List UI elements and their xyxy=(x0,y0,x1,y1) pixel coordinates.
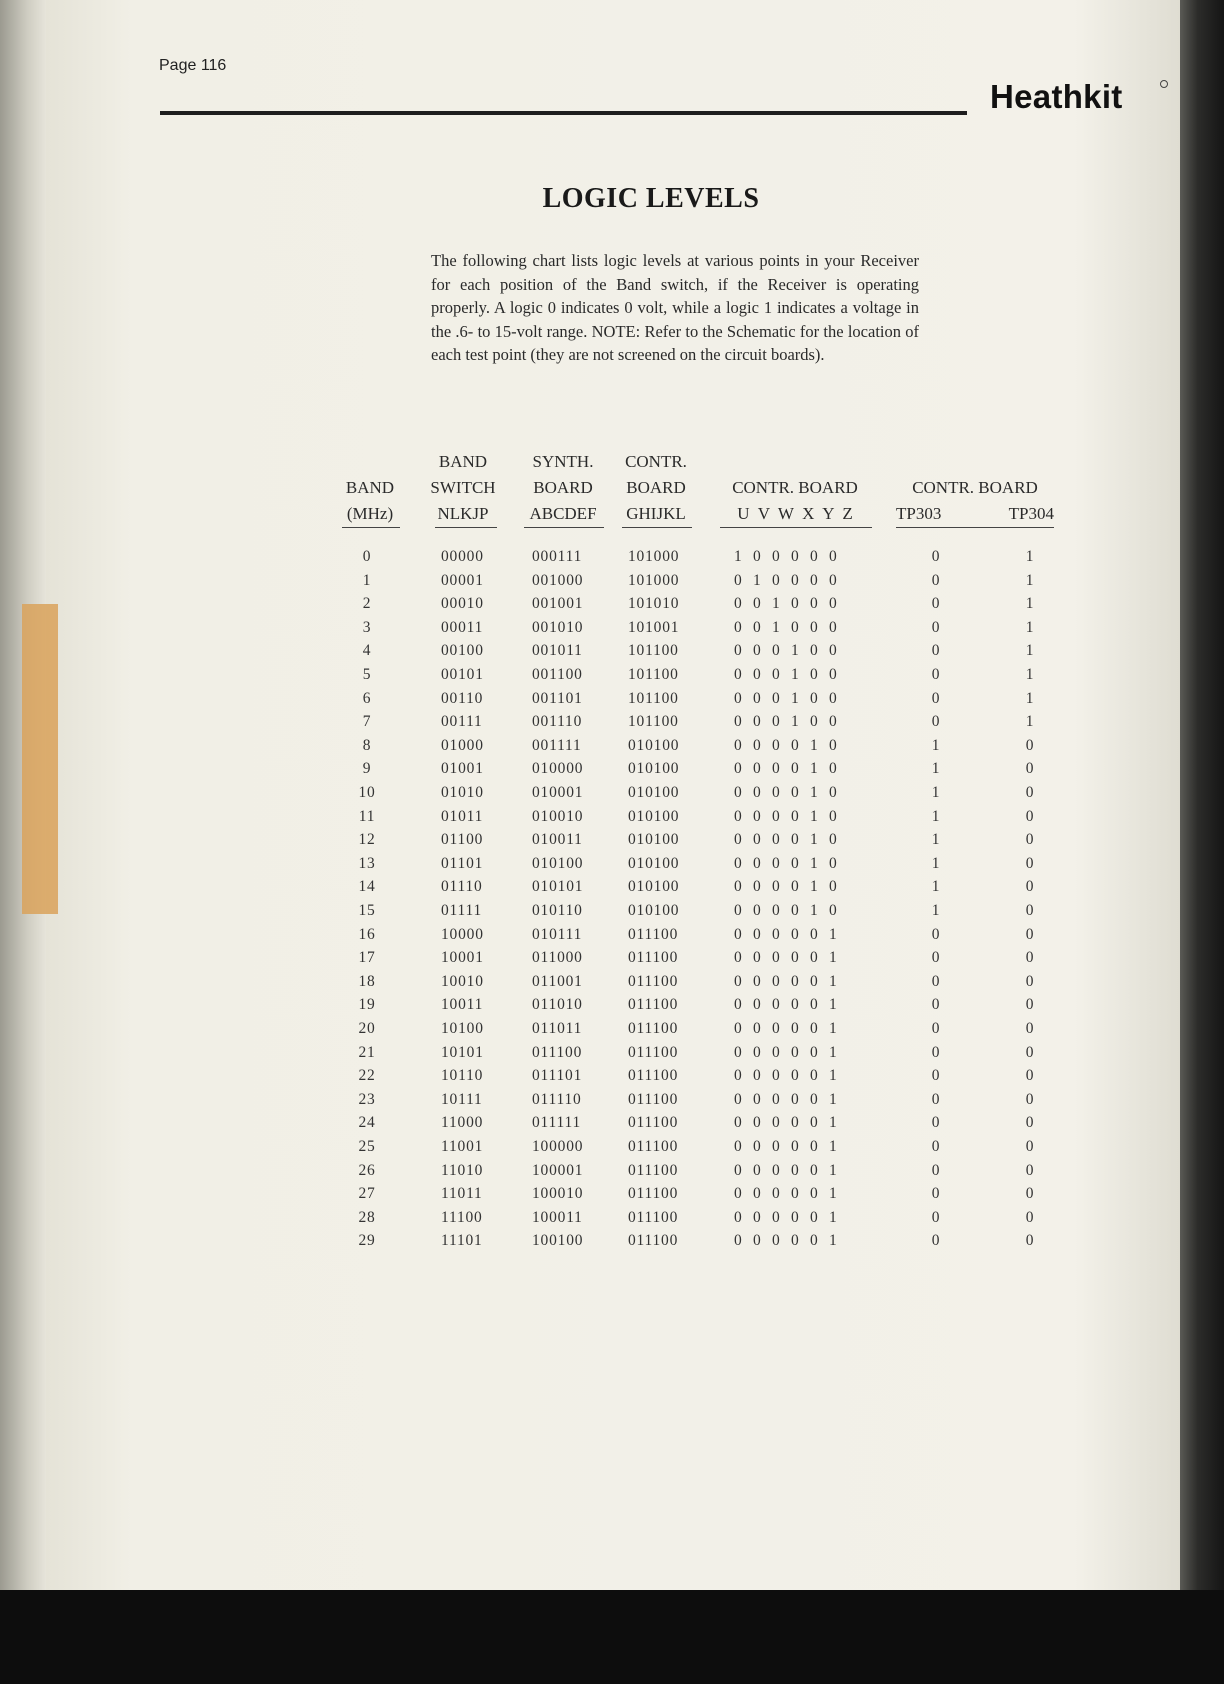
cell-uvw: 0 0 0 0 0 1 xyxy=(734,1020,837,1037)
cell-tp304: 1 xyxy=(1025,571,1035,589)
cell-uvw: 0 0 0 0 1 0 xyxy=(734,807,837,825)
cell-contr: 101100 xyxy=(628,642,679,660)
underline-synth xyxy=(524,527,604,528)
cell-sw: 10000 xyxy=(441,925,484,943)
cell-tp304: 0 xyxy=(1025,1232,1035,1250)
cell-sw: 00001 xyxy=(441,571,484,589)
cell-sw: 00000 xyxy=(441,548,484,565)
cell-band: 19 xyxy=(358,996,376,1014)
cell-contr: 011100 xyxy=(628,1090,679,1108)
cell-contr: 010100 xyxy=(628,831,680,849)
cell-synth: 010101 xyxy=(532,878,584,896)
cell-tp304: 1 xyxy=(1025,713,1035,731)
cell-tp304: 0 xyxy=(1025,1138,1035,1155)
cell-uvw: 0 0 0 0 1 0 xyxy=(734,784,837,801)
cell-synth: 001111 xyxy=(532,736,582,754)
cell-synth: 010110 xyxy=(532,902,583,919)
cell-synth: 001011 xyxy=(532,642,583,660)
cell-tp304: 0 xyxy=(1025,878,1035,896)
cell-tp303: 0 xyxy=(931,1020,941,1037)
page-title: LOGIC LEVELS xyxy=(542,183,760,214)
cell-uvw: 0 0 0 0 1 0 xyxy=(734,760,837,778)
cell-uvw: 0 0 0 0 0 1 xyxy=(734,925,837,943)
cell-tp303: 1 xyxy=(931,784,941,801)
cell-uvw: 1 0 0 0 0 0 xyxy=(734,548,837,565)
cell-sw: 00101 xyxy=(441,666,484,683)
cell-contr: 010100 xyxy=(628,878,680,896)
cell-tp304: 0 xyxy=(1025,760,1035,778)
cell-sw: 00100 xyxy=(441,642,484,660)
cell-band: 16 xyxy=(358,925,376,943)
cell-sw: 01010 xyxy=(441,784,484,801)
cell-sw: 01110 xyxy=(441,878,483,896)
cell-band: 14 xyxy=(358,878,376,896)
cell-tp303: 0 xyxy=(931,925,941,943)
cell-synth: 010000 xyxy=(532,760,584,778)
cell-sw: 01011 xyxy=(441,807,484,825)
cell-synth: 001000 xyxy=(532,571,584,589)
cell-tp304: 1 xyxy=(1025,595,1035,613)
cell-contr: 011100 xyxy=(628,949,679,967)
cell-tp303: 0 xyxy=(931,713,941,731)
cell-tp303: 0 xyxy=(931,1185,941,1203)
cell-tp304: 0 xyxy=(1025,949,1035,967)
cell-tp303: 0 xyxy=(931,1232,941,1250)
cell-synth: 010100 xyxy=(532,854,584,872)
cell-synth: 100010 xyxy=(532,1185,584,1203)
cell-synth: 100011 xyxy=(532,1208,583,1226)
cell-synth: 010011 xyxy=(532,831,583,849)
cell-sw: 10100 xyxy=(441,1020,484,1037)
cell-tp303: 0 xyxy=(931,1138,941,1155)
cell-synth: 011110 xyxy=(532,1090,582,1108)
cell-contr: 011100 xyxy=(628,1208,679,1226)
cell-synth: 000111 xyxy=(532,548,583,565)
cell-tp303: 0 xyxy=(931,666,941,683)
cell-tp304: 0 xyxy=(1025,925,1035,943)
intro-paragraph: The following chart lists logic levels at various points in your Receiver for each position of the Band switch, if the Receiver is operating properly. A logic 0 indicates 0 volt, while a logic 1 indicates a voltage in the .6- to 15-volt range. NOTE: Refer to the Schematic for the location of each test point (they are not screened on the circuit boards). xyxy=(431,251,919,364)
cell-band: 7 xyxy=(362,713,372,731)
cell-band: 23 xyxy=(358,1090,376,1108)
cell-sw: 10111 xyxy=(441,1090,483,1108)
cell-tp303: 0 xyxy=(931,996,941,1014)
cell-sw: 00111 xyxy=(441,713,483,731)
cell-band: 29 xyxy=(358,1232,376,1250)
cell-uvw: 0 0 0 0 0 1 xyxy=(734,949,837,967)
cell-tp304: 0 xyxy=(1025,1043,1035,1061)
cell-tp303: 0 xyxy=(931,972,941,990)
cell-band: 0 xyxy=(362,548,372,565)
cell-uvw: 0 0 0 0 1 0 xyxy=(734,736,837,754)
cell-uvw: 0 0 0 0 1 0 xyxy=(734,854,837,872)
cell-tp303: 1 xyxy=(931,854,941,872)
cell-tp304: 0 xyxy=(1025,1067,1035,1085)
cell-tp304: 1 xyxy=(1025,618,1035,636)
cell-contr: 101001 xyxy=(628,618,680,636)
cell-contr: 101000 xyxy=(628,548,680,565)
cell-uvw: 0 0 0 0 0 1 xyxy=(734,1208,837,1226)
cell-contr: 011100 xyxy=(628,1138,679,1155)
cell-uvw: 0 0 0 0 1 0 xyxy=(734,902,837,919)
cell-tp303: 0 xyxy=(931,618,941,636)
cell-band: 1 xyxy=(362,571,372,589)
cell-sw: 00010 xyxy=(441,595,484,613)
cell-uvw: 0 0 0 0 0 1 xyxy=(734,996,837,1014)
cell-tp304: 1 xyxy=(1025,689,1035,707)
cell-tp303: 0 xyxy=(931,1161,941,1179)
cell-tp303: 1 xyxy=(931,902,941,919)
cell-synth: 011100 xyxy=(532,1043,583,1061)
cell-band: 13 xyxy=(358,854,376,872)
cell-band: 17 xyxy=(358,949,376,967)
header-contr: CONTR. BOARD GHIJKL xyxy=(625,452,687,523)
cell-contr: 010100 xyxy=(628,902,680,919)
cell-band: 6 xyxy=(362,689,372,707)
underline-switch xyxy=(435,527,497,528)
cell-tp303: 0 xyxy=(931,548,941,565)
cell-tp303: 1 xyxy=(931,878,941,896)
cell-band: 26 xyxy=(358,1161,376,1179)
cell-tp303: 1 xyxy=(931,760,941,778)
cell-sw: 10101 xyxy=(441,1043,484,1061)
cell-band: 10 xyxy=(358,784,376,801)
cell-sw: 00011 xyxy=(441,618,484,636)
cell-contr: 101100 xyxy=(628,689,679,707)
cell-tp304: 0 xyxy=(1025,1090,1035,1108)
cell-contr: 010100 xyxy=(628,807,680,825)
cell-tp303: 1 xyxy=(931,807,941,825)
cell-sw: 11011 xyxy=(441,1185,483,1203)
cell-uvw: 0 0 0 1 0 0 xyxy=(734,713,837,731)
underline-tp xyxy=(896,527,1054,528)
cell-band: 28 xyxy=(358,1208,376,1226)
header-synth: SYNTH. BOARD ABCDEF xyxy=(529,452,597,523)
cell-contr: 011100 xyxy=(628,1067,679,1085)
cell-tp303: 1 xyxy=(931,831,941,849)
cell-synth: 011111 xyxy=(532,1114,581,1132)
cell-synth: 011001 xyxy=(532,972,583,990)
cell-contr: 011100 xyxy=(628,1232,679,1250)
cell-tp304: 0 xyxy=(1025,1114,1035,1132)
cell-sw: 01100 xyxy=(441,831,484,849)
cell-tp304: 0 xyxy=(1025,1185,1035,1203)
cell-contr: 011100 xyxy=(628,1043,679,1061)
page-number: Page 116 xyxy=(159,57,227,74)
cell-tp303: 0 xyxy=(931,949,941,967)
cell-band: 9 xyxy=(362,760,372,778)
underline-band xyxy=(342,527,400,528)
cell-sw: 10001 xyxy=(441,949,484,967)
header-band: BAND (MHz) xyxy=(345,478,395,523)
cell-tp303: 0 xyxy=(931,571,941,589)
cell-tp303: 0 xyxy=(931,642,941,660)
cell-tp304: 0 xyxy=(1025,1208,1035,1226)
cell-uvw: 0 0 0 0 0 1 xyxy=(734,1138,837,1155)
cell-band: 5 xyxy=(362,666,372,683)
cell-tp304: 0 xyxy=(1025,807,1035,825)
cell-contr: 011100 xyxy=(628,972,679,990)
underline-contr xyxy=(622,527,692,528)
cell-synth: 010010 xyxy=(532,807,584,825)
header-tp: CONTR. BOARD TP303 TP304 xyxy=(896,478,1054,523)
cell-sw: 11101 xyxy=(441,1232,483,1250)
cell-tp304: 0 xyxy=(1025,972,1035,990)
cell-tp303: 0 xyxy=(931,1208,941,1226)
cell-contr: 011100 xyxy=(628,1114,679,1132)
cell-sw: 01111 xyxy=(441,902,483,919)
cell-tp304: 1 xyxy=(1025,548,1035,565)
cell-band: 3 xyxy=(362,618,372,636)
cell-contr: 101100 xyxy=(628,666,679,683)
cell-tp304: 0 xyxy=(1025,784,1035,801)
cell-band: 25 xyxy=(358,1138,376,1155)
cell-uvw: 0 0 0 0 0 1 xyxy=(734,1185,837,1203)
cell-band: 24 xyxy=(358,1114,376,1132)
header-uvwxyz: CONTR. BOARD U V W X Y Z xyxy=(732,478,858,523)
cell-contr: 101010 xyxy=(628,595,680,613)
cell-contr: 011100 xyxy=(628,925,679,943)
cell-band: 21 xyxy=(358,1043,376,1061)
cell-uvw: 0 0 0 1 0 0 xyxy=(734,689,837,707)
cell-tp304: 0 xyxy=(1025,902,1035,919)
cell-synth: 001100 xyxy=(532,666,583,683)
cell-sw: 10010 xyxy=(441,972,484,990)
cell-uvw: 0 0 0 0 0 1 xyxy=(734,1090,837,1108)
cell-synth: 010001 xyxy=(532,784,584,801)
cell-synth: 001001 xyxy=(532,595,584,613)
cell-contr: 101000 xyxy=(628,571,680,589)
cell-synth: 001110 xyxy=(532,713,583,731)
cell-tp304: 1 xyxy=(1025,642,1035,660)
brand-logo: Heathkit xyxy=(990,78,1123,115)
cell-contr: 011100 xyxy=(628,996,679,1014)
cell-uvw: 0 0 0 1 0 0 xyxy=(734,666,837,683)
cell-uvw: 0 0 0 0 0 1 xyxy=(734,1114,837,1132)
cell-uvw: 0 0 0 0 1 0 xyxy=(734,831,837,849)
underline-uvwxyz xyxy=(720,527,872,528)
cell-uvw: 0 0 0 0 0 1 xyxy=(734,1232,837,1250)
cell-band: 12 xyxy=(358,831,376,849)
cell-tp304: 0 xyxy=(1025,1161,1035,1179)
cell-contr: 011100 xyxy=(628,1161,679,1179)
cell-tp303: 0 xyxy=(931,689,941,707)
cell-uvw: 0 1 0 0 0 0 xyxy=(734,571,837,589)
cell-band: 2 xyxy=(362,595,372,613)
cell-contr: 011100 xyxy=(628,1185,679,1203)
cell-uvw: 0 0 0 1 0 0 xyxy=(734,642,837,660)
cell-tp303: 0 xyxy=(931,1114,941,1132)
cell-contr: 010100 xyxy=(628,784,680,801)
cell-band: 20 xyxy=(358,1020,376,1037)
header-switch: BAND SWITCH NLKJP xyxy=(430,452,496,523)
cell-tp304: 0 xyxy=(1025,996,1035,1014)
cell-band: 11 xyxy=(358,807,376,825)
cell-synth: 100100 xyxy=(532,1232,584,1250)
cell-synth: 011011 xyxy=(532,1020,583,1037)
cell-synth: 100000 xyxy=(532,1138,584,1155)
cell-contr: 010100 xyxy=(628,760,680,778)
cell-band: 22 xyxy=(358,1067,376,1085)
cell-contr: 010100 xyxy=(628,854,680,872)
cell-contr: 011100 xyxy=(628,1020,679,1037)
cell-synth: 001010 xyxy=(532,618,584,636)
cell-sw: 10011 xyxy=(441,996,484,1014)
cell-band: 8 xyxy=(362,736,372,754)
cell-tp303: 0 xyxy=(931,595,941,613)
cell-synth: 100001 xyxy=(532,1161,584,1179)
cell-uvw: 0 0 0 0 0 1 xyxy=(734,1161,837,1179)
cell-synth: 011010 xyxy=(532,996,583,1014)
cell-contr: 010100 xyxy=(628,736,680,754)
cell-band: 27 xyxy=(358,1185,376,1203)
cell-synth: 011101 xyxy=(532,1067,583,1085)
registered-mark-icon xyxy=(1160,80,1168,88)
cell-tp303: 0 xyxy=(931,1090,941,1108)
cell-uvw: 0 0 0 0 1 0 xyxy=(734,878,837,896)
cell-sw: 00110 xyxy=(441,689,484,707)
cell-tp303: 1 xyxy=(931,736,941,754)
cell-sw: 11010 xyxy=(441,1161,484,1179)
cell-sw: 01000 xyxy=(441,736,484,754)
cell-sw: 11000 xyxy=(441,1114,484,1132)
cell-tp303: 0 xyxy=(931,1043,941,1061)
cell-uvw: 0 0 0 0 0 1 xyxy=(734,1043,837,1061)
cell-sw: 01101 xyxy=(441,854,484,872)
cell-tp304: 1 xyxy=(1025,666,1035,683)
cell-band: 4 xyxy=(362,642,372,660)
cell-uvw: 0 0 0 0 0 1 xyxy=(734,972,837,990)
cell-synth: 001101 xyxy=(532,689,583,707)
cell-band: 15 xyxy=(358,902,376,919)
cell-synth: 010111 xyxy=(532,925,583,943)
cell-tp304: 0 xyxy=(1025,1020,1035,1037)
cell-tp304: 0 xyxy=(1025,736,1035,754)
cell-uvw: 0 0 1 0 0 0 xyxy=(734,618,837,636)
cell-sw: 10110 xyxy=(441,1067,484,1085)
header-rule xyxy=(160,111,967,115)
cell-sw: 01001 xyxy=(441,760,484,778)
cell-uvw: 0 0 0 0 0 1 xyxy=(734,1067,837,1085)
cell-sw: 11100 xyxy=(441,1208,483,1226)
cell-band: 18 xyxy=(358,972,376,990)
cell-tp304: 0 xyxy=(1025,854,1035,872)
cell-contr: 101100 xyxy=(628,713,679,731)
cell-uvw: 0 0 1 0 0 0 xyxy=(734,595,837,613)
cell-tp303: 0 xyxy=(931,1067,941,1085)
cell-sw: 11001 xyxy=(441,1138,484,1155)
cell-tp304: 0 xyxy=(1025,831,1035,849)
cell-synth: 011000 xyxy=(532,949,583,967)
